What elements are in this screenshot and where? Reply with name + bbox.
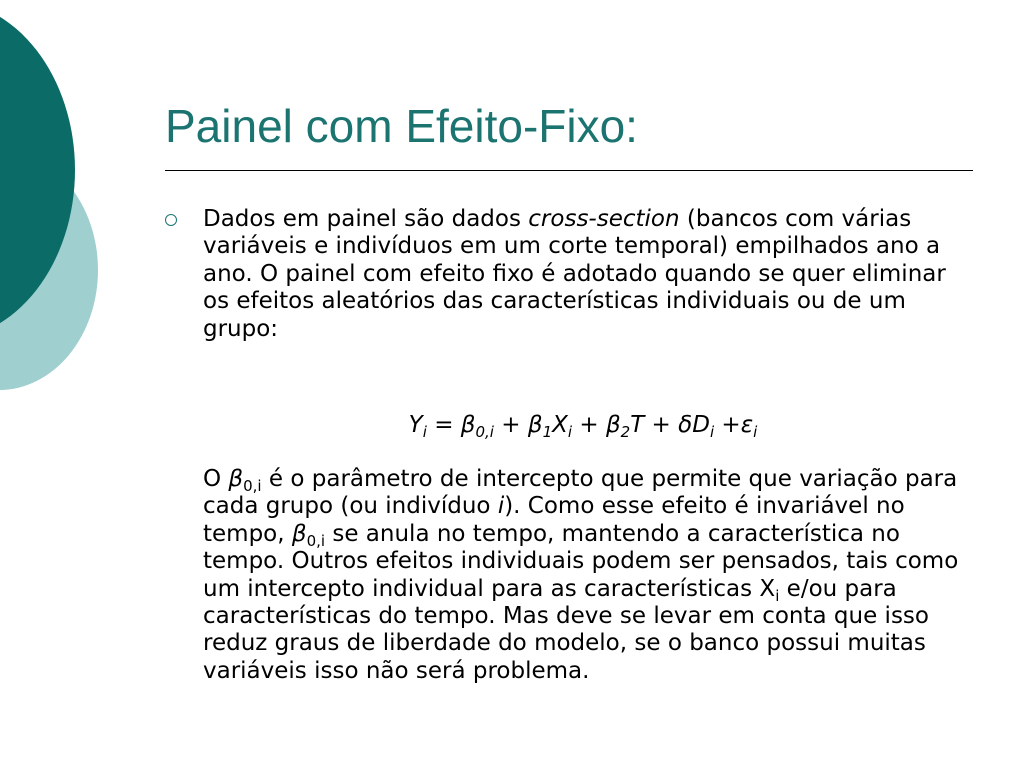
- formula-epsilon: ε: [740, 412, 754, 438]
- formula-plus-1: +: [493, 412, 528, 438]
- explanation-text-2: é o parâmetro de intercepto que permite que variação para cada grupo (ou indivíduo: [203, 466, 958, 520]
- formula-beta0: β: [460, 412, 476, 438]
- formula-beta1-sub: 1: [542, 423, 553, 441]
- intro-text-2: (bancos com várias variáveis e indivíduos em um corte temporal) empilhados ano a ano. O painel com efeito fixo é adotado quando se quer eliminar os efeitos aleatórios das características individuais ou de um grupo:: [203, 206, 946, 342]
- formula-equals: =: [426, 412, 461, 438]
- fixed-effect-formula: [203, 410, 963, 440]
- explanation-text-4: se anula no tempo, mantendo a característica no tempo. Outros efeitos individuais podem ser pensados, tais como um intercepto individual para as características X: [203, 520, 959, 602]
- slide-title: Painel com Efeito-Fixo:: [165, 100, 638, 152]
- formula-plus-2: +: [572, 412, 606, 438]
- intro-text-1: Dados em painel são dados: [203, 206, 529, 232]
- formula-plus-4: +: [714, 412, 741, 438]
- formula-delta-d-sub: i: [709, 423, 715, 441]
- explanation-beta-2: β: [291, 520, 307, 547]
- formula-beta2: β: [605, 412, 621, 438]
- explanation-text-5: e/ou para características do tempo. Mas deve se levar em conta que isso reduz graus de liberdade do modelo, se o banco possui muitas variáveis isso não será problema.: [203, 575, 929, 684]
- intro-paragraph: [203, 206, 963, 343]
- formula-x: X: [552, 412, 568, 438]
- explanation-paragraph: [203, 466, 963, 685]
- explanation-x-sub: i: [775, 586, 780, 605]
- formula-t: T: [630, 412, 645, 438]
- explanation-beta: β: [228, 466, 244, 492]
- formula-beta0-sub: 0,i: [475, 423, 494, 441]
- hollow-circle-bullet-icon: [165, 214, 177, 226]
- intro-italic-term: cross-section: [528, 206, 680, 232]
- title-divider: [165, 170, 973, 171]
- formula-delta-d: δD: [678, 412, 710, 438]
- explanation-beta-sub: 0,i: [243, 477, 262, 495]
- explanation-beta-2-sub: 0,i: [306, 531, 326, 550]
- formula-plus-3: +: [644, 412, 679, 438]
- formula-y-sub: i: [422, 423, 427, 441]
- formula-y: Y: [408, 412, 423, 438]
- explanation-text-3: ). Como esse efeito é invariável no tempo,: [203, 493, 905, 547]
- explanation-text-1: O: [203, 466, 229, 492]
- explanation-italic-i: i: [497, 493, 505, 520]
- formula-epsilon-sub: i: [753, 423, 758, 441]
- formula-beta1: β: [527, 412, 543, 438]
- formula-beta2-sub: 2: [620, 423, 631, 441]
- formula-x-sub: i: [567, 423, 573, 441]
